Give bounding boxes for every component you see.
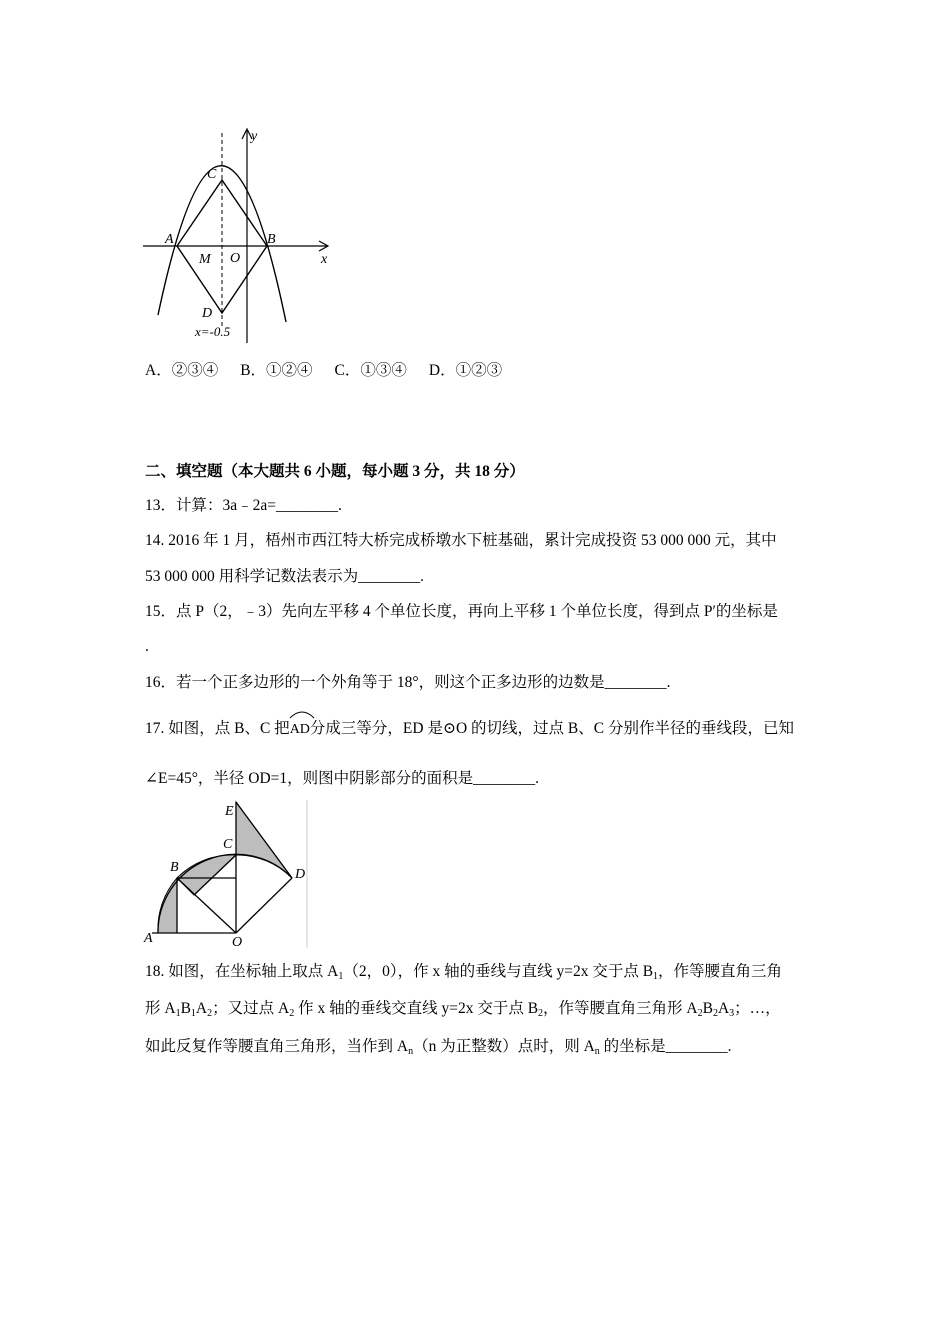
q17-text-post: 分成三等分，ED 是⊙O 的切线，过点 B、C 分别作半径的垂线段，已知: [309, 720, 794, 737]
fig1-label-m: M: [199, 252, 211, 267]
q18-t: B: [180, 1000, 191, 1017]
fig1-label-b: B: [267, 232, 276, 247]
q17-line2: ∠E=45°，半径 OD=1，则图中阴影部分的面积是________.: [145, 770, 540, 787]
option-a: A．②③④: [145, 362, 219, 379]
q18-t: 如此反复作等腰直角三角形，当作到 A: [145, 1038, 409, 1055]
q18-sub: 1: [338, 971, 344, 982]
q18-sub: 1: [653, 971, 659, 982]
q18-sub: 1: [175, 1008, 181, 1019]
fig2-label-d: D: [295, 867, 306, 882]
q18-t: （n 为正整数）点时，则 A: [413, 1038, 595, 1055]
q18-line3: [145, 1036, 732, 1058]
q18-t: A: [717, 1000, 730, 1017]
q18-t: （2，0），作 x 轴的垂线与直线 y=2x 交于点 B: [343, 963, 654, 980]
q18-t: B: [702, 1000, 713, 1017]
q18-sub: 2: [207, 1008, 213, 1019]
fig1-label-axis: x=-0.5: [195, 324, 231, 339]
fig2-label-b: B: [170, 860, 179, 875]
option-d: D．①②③: [428, 362, 503, 379]
q18-t: 作 x 轴的垂线交直线 y=2x 交于点 B: [294, 1000, 539, 1017]
section2-heading: 二、填空题（本大题共 6 小题，每小题 3 分，共 18 分）: [145, 463, 525, 480]
fig2-label-o: O: [232, 935, 243, 948]
sector-figure: [142, 800, 310, 948]
q18-sub: 2: [289, 1008, 295, 1019]
q14-line1: 14. 2016 年 1 月，梧州市西江特大桥完成桥墩水下桩基础，累计完成投资 53 000 000 元，其中: [145, 532, 777, 549]
q15-line1: 15．点 P（2，﹣3）先向左平移 4 个单位长度，再向上平移 1 个单位长度，得到点 P′的坐标是: [145, 603, 778, 620]
option-c: C．①③④: [334, 362, 407, 379]
fig1-label-y: y: [251, 129, 258, 144]
q18-t: 18. 如图，在坐标轴上取点 A: [145, 963, 339, 980]
q18-sub: 2: [712, 1008, 718, 1019]
q17-text-pre: 17. 如图，点 B、C 把: [145, 720, 290, 737]
fig2-label-e: E: [225, 804, 234, 819]
q13: 13．计算：3a﹣2a=________.: [145, 497, 342, 514]
q18-sub: 3: [729, 1008, 735, 1019]
q18-sub: 2: [538, 1008, 544, 1019]
q18-sub: 1: [190, 1008, 196, 1019]
q15-line2: .: [145, 638, 149, 655]
arc-icon: [289, 709, 315, 719]
q18-line1: [145, 961, 782, 983]
q18-t: ；…，: [734, 1000, 781, 1017]
q18-t: ，作等腰直角三角形 A: [543, 1000, 698, 1017]
fig1-label-c: C: [207, 167, 217, 182]
q16: 16．若一个正多边形的一个外角等于 18°，则这个正多边形的边数是________.: [145, 674, 671, 691]
q18-sub: 2: [697, 1008, 703, 1019]
q12-options: [145, 360, 502, 382]
q17-line1: [145, 718, 794, 741]
q18-t: A: [195, 1000, 208, 1017]
fig1-label-x: x: [321, 252, 328, 267]
q18-line2: [145, 998, 781, 1020]
fig1-label-a: A: [165, 232, 174, 247]
q18-t: 形 A: [145, 1000, 176, 1017]
fig1-label-o: O: [230, 251, 241, 266]
fig2-label-c: C: [223, 837, 233, 852]
fig1-label-d: D: [202, 306, 213, 321]
q18-t: 的坐标是________.: [599, 1038, 732, 1055]
q18-sub: n: [408, 1046, 414, 1057]
q14-line2: 53 000 000 用科学记数法表示为________.: [145, 568, 425, 585]
q18-t: ，作等腰直角三角: [658, 963, 783, 980]
q18-sub: n: [594, 1046, 600, 1057]
option-b: B．①②④: [240, 362, 313, 379]
parabola-figure: [143, 125, 338, 343]
arc-ad: [290, 718, 310, 741]
fig2-label-a: A: [144, 931, 153, 946]
arc-label: AD: [289, 722, 310, 737]
q18-t: ；又过点 A: [212, 1000, 290, 1017]
